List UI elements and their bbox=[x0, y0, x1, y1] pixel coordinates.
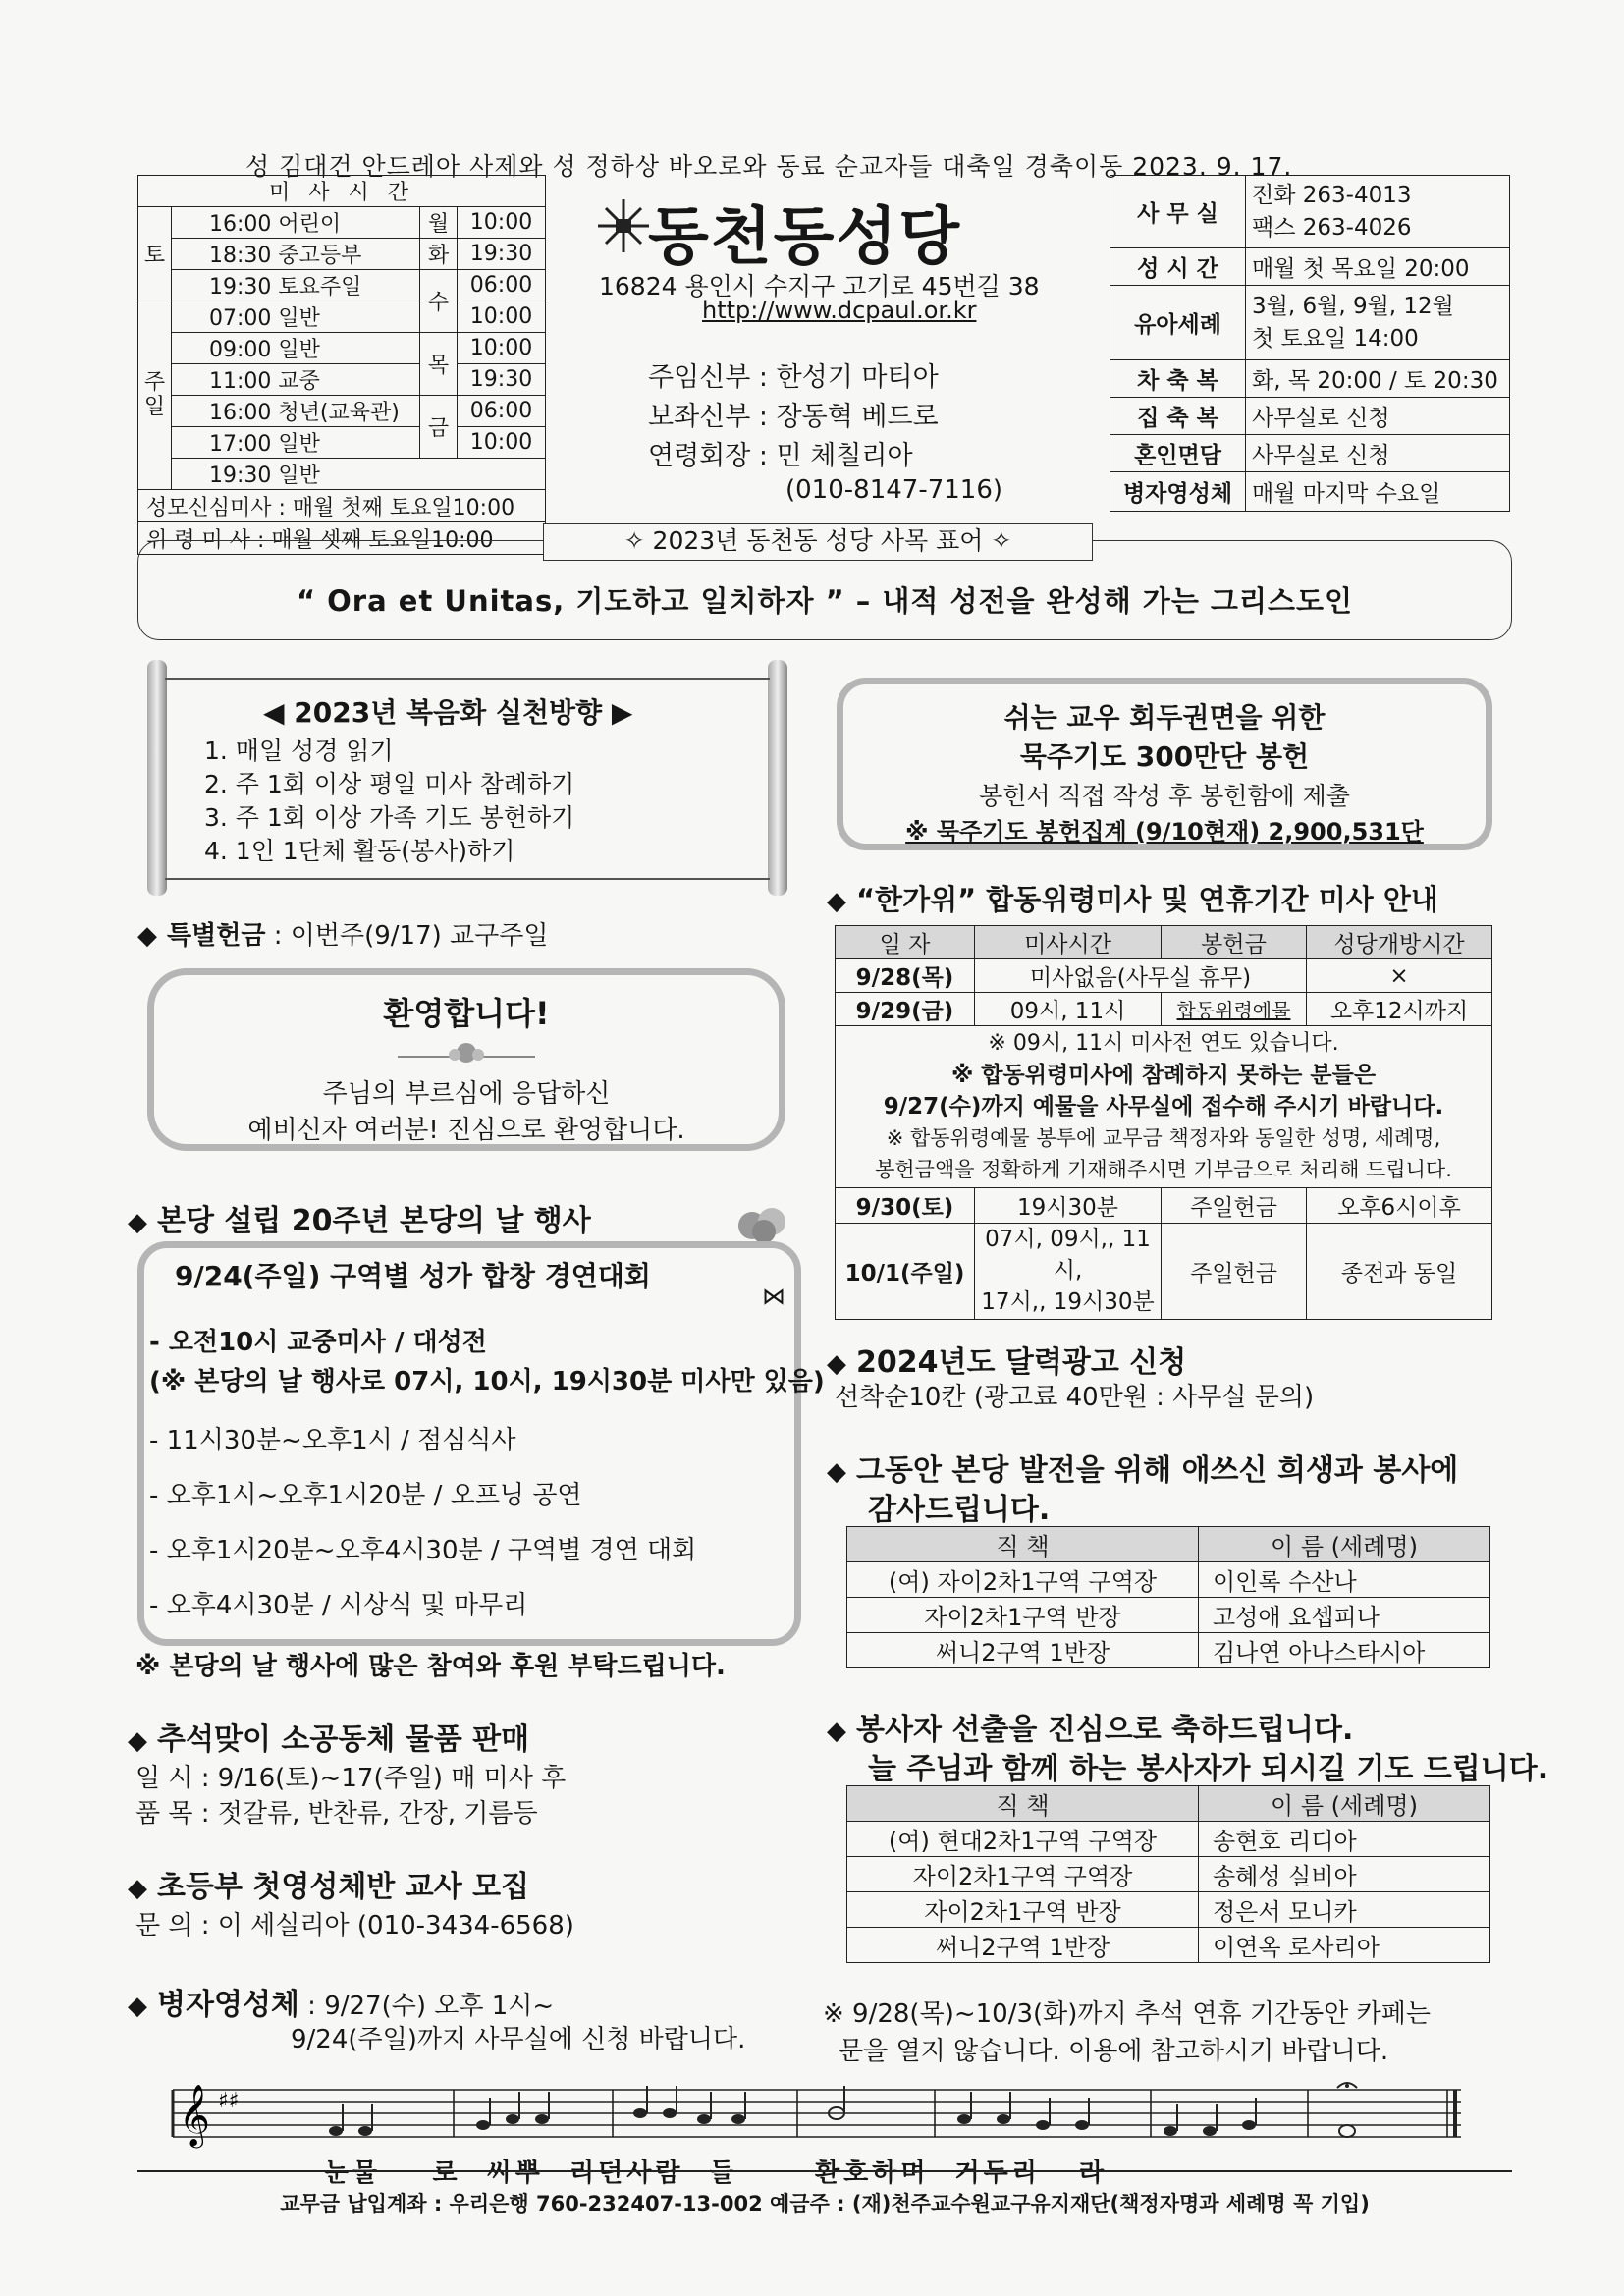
svg-text:𝄞: 𝄞 bbox=[179, 2084, 210, 2146]
diamond-bullet-icon: ◆ bbox=[128, 1208, 147, 1237]
diamond-bullet-icon: ◆ bbox=[128, 1726, 147, 1756]
anniversary-item: - 오전10시 교중미사 / 대성전 bbox=[149, 1328, 487, 1357]
thanks-table bbox=[846, 1526, 1490, 1668]
weekday-fri: 금 bbox=[420, 396, 458, 459]
col-header-role: 직 책 bbox=[847, 1527, 1199, 1562]
feast-header-line: 성 김대건 안드레아 사제와 성 정하상 바오로와 동료 순교자들 대축일 경축이동 2023. 9. 17. bbox=[245, 152, 1293, 181]
anniversary-schedule bbox=[149, 1322, 825, 1624]
role-cell: (여) 자이2차1구역 구역장 bbox=[847, 1562, 1199, 1598]
scroll-right-rod bbox=[768, 660, 787, 896]
holy-hour-value: 매월 첫 목요일 20:00 bbox=[1246, 248, 1510, 286]
sun-mass-3: 16:00 청년(교육관) bbox=[172, 396, 420, 427]
role-cell: 자이2차1구역 반장 bbox=[847, 1892, 1199, 1928]
house-blessing-value: 사무실로 신청 bbox=[1246, 398, 1510, 435]
rosary-tally: ※ 묵주기도 봉헌집계 (9/10현재) 2,900,531단 bbox=[905, 818, 1424, 846]
church-address: 16824 용인시 수지구 고기로 45번길 38 bbox=[599, 272, 1040, 301]
mass-cell: 09시, 11시 bbox=[975, 993, 1162, 1026]
sunday-label: 주일 bbox=[138, 301, 172, 490]
thu-time-1: 19:30 bbox=[458, 364, 546, 396]
teacher-recruit-contact: 문 의 : 이 세실리아 (010-3434-6568) bbox=[135, 1911, 574, 1941]
sick-communion-deadline: 9/24(주일)까지 사무실에 신청 바랍니다. bbox=[291, 2025, 746, 2054]
infant-baptism-label: 유아세례 bbox=[1110, 286, 1246, 360]
name-cell: 정은서 모니카 bbox=[1199, 1892, 1490, 1928]
pastor: 주임신부 : 한성기 마티아 bbox=[648, 362, 939, 393]
flower-ornament-icon bbox=[154, 1034, 779, 1073]
memorial-president: 연령회장 : 민 체칠리아 bbox=[648, 441, 913, 471]
col-header-offering: 봉헌금 bbox=[1162, 926, 1307, 959]
weekday-thu: 목 bbox=[420, 333, 458, 396]
thanks-title-2: 감사드립니다. bbox=[868, 1493, 1051, 1527]
col-header-date: 일 자 bbox=[836, 926, 975, 959]
new-volunteers-title: ◆ 봉사자 선출을 진심으로 축하드립니다. bbox=[827, 1713, 1354, 1747]
diamond-bullet-icon: ◆ bbox=[137, 921, 157, 951]
name-cell: 송현호 리디아 bbox=[1199, 1822, 1490, 1857]
offering-cell: 주일헌금 bbox=[1162, 1224, 1307, 1320]
weekday-wed: 수 bbox=[420, 270, 458, 333]
sick-communion-value: 매월 마지막 수요일 bbox=[1246, 472, 1510, 512]
fri-time-1: 10:00 bbox=[458, 427, 546, 459]
col-header-role: 직 책 bbox=[847, 1786, 1199, 1822]
ribbon-icon: ⋈ bbox=[762, 1283, 785, 1310]
marriage-interview-value: 사무실로 신청 bbox=[1246, 435, 1510, 472]
office-label: 사 무 실 bbox=[1110, 176, 1246, 248]
fri-time-0: 06:00 bbox=[458, 396, 546, 427]
date-cell: 9/28(목) bbox=[836, 959, 975, 993]
anniversary-item: - 오후4시30분 / 시상식 및 마무리 bbox=[149, 1591, 528, 1620]
anniversary-title: ◆ 본당 설립 20주년 본당의 날 행사 bbox=[128, 1204, 591, 1238]
church-website-link[interactable]: http://www.dcpaul.or.kr bbox=[702, 297, 977, 324]
sat-mass-0: 16:00 어린이 bbox=[172, 207, 420, 239]
motto-text: “ Ora et Unitas, 기도하고 일치하자 ” – 내적 성전을 완성해 가는 그리스도인 bbox=[297, 584, 1353, 618]
open-cell: × bbox=[1307, 959, 1492, 993]
anniversary-item: - 11시30분~오후1시 / 점심식사 bbox=[149, 1426, 516, 1455]
chuseok-sale-when: 일 시 : 9/16(토)~17(주일) 매 미사 후 bbox=[135, 1764, 567, 1793]
diamond-bullet-icon: ◆ bbox=[128, 1992, 147, 2021]
rosary-line3: 봉헌서 직접 작성 후 봉헌함에 제출 bbox=[979, 782, 1350, 810]
col-header-open: 성당개방시간 bbox=[1307, 926, 1492, 959]
chuseok-sale-title: ◆ 추석맞이 소공동체 물품 판매 bbox=[128, 1722, 530, 1757]
welcome-title: 환영합니다! bbox=[383, 995, 550, 1032]
new-volunteers-table bbox=[846, 1785, 1490, 1963]
cafe-closed-notice: ※ 9/28(목)~10/3(화)까지 추석 연휴 기간동안 카페는 bbox=[823, 1999, 1431, 2029]
role-cell: 써니2구역 1반장 bbox=[847, 1928, 1199, 1963]
gospel-title: ◀ 2023년 복음화 실천방향 ▶ bbox=[263, 696, 633, 729]
hangawi-note: ※ 09시, 11시 미사전 연도 있습니다. bbox=[988, 1031, 1339, 1056]
offering-cell: 합동위령예물 bbox=[1162, 993, 1307, 1026]
diamond-bullet-icon: ◆ bbox=[827, 1349, 846, 1379]
holy-hour-label: 성 시 간 bbox=[1110, 248, 1246, 286]
thu-time-0: 10:00 bbox=[458, 333, 546, 364]
anniversary-item: - 오후1시20분~오후4시30분 / 구역별 경연 대회 bbox=[149, 1536, 697, 1565]
balloon-icon bbox=[734, 1206, 793, 1245]
saturday-label: 토 bbox=[138, 207, 172, 301]
thanks-title: ◆ 그동안 본당 발전을 위해 애쓰신 희생과 봉사에 bbox=[827, 1453, 1459, 1488]
date-cell: 9/29(금) bbox=[836, 993, 975, 1026]
name-cell: 송혜성 실비아 bbox=[1199, 1857, 1490, 1892]
name-cell: 김나연 아나스타시아 bbox=[1199, 1633, 1490, 1668]
anniversary-note-item: (※ 본당의 날 행사로 07시, 10시, 19시30분 미사만 있음) bbox=[149, 1367, 825, 1396]
wed-time-0: 06:00 bbox=[458, 270, 546, 301]
special-offering: ◆ 특별헌금 : 이번주(9/17) 교구주일 bbox=[137, 921, 549, 951]
sat-mass-1: 18:30 중고등부 bbox=[172, 239, 420, 270]
sun-mass-4: 17:00 일반 bbox=[172, 427, 420, 459]
president-phone: (010-8147-7116) bbox=[785, 475, 1003, 505]
sick-communion-label: 병자영성체 bbox=[1110, 472, 1246, 512]
mass-cell: 19시30분 bbox=[975, 1188, 1162, 1224]
sun-mass-1: 09:00 일반 bbox=[172, 333, 420, 364]
anniversary-note: ※ 본당의 날 행사에 많은 참여와 후원 부탁드립니다. bbox=[135, 1652, 726, 1681]
sat-mass-2: 19:30 토요주일 bbox=[172, 270, 420, 301]
rosary-box bbox=[837, 678, 1492, 850]
music-staff bbox=[169, 2074, 1465, 2153]
col-header-name: 이 름 (세례명) bbox=[1199, 1786, 1490, 1822]
anniversary-item: - 오후1시~오후1시20분 / 오프닝 공연 bbox=[149, 1481, 582, 1510]
open-cell: 종전과 동일 bbox=[1307, 1224, 1492, 1320]
motto-title: ✧ 2023년 동천동 성당 사목 표어 ✧ bbox=[543, 523, 1093, 561]
house-blessing-label: 집 축 복 bbox=[1110, 398, 1246, 435]
gospel-item: 2. 주 1회 이상 평일 미사 참례하기 bbox=[204, 770, 575, 798]
mass-schedule-table bbox=[137, 175, 546, 555]
welcome-line2: 예비신자 여러분! 진심으로 환영합니다. bbox=[247, 1116, 685, 1145]
col-header-name: 이 름 (세례명) bbox=[1199, 1527, 1490, 1562]
tue-time-0: 19:30 bbox=[458, 239, 546, 270]
name-cell: 이인록 수산나 bbox=[1199, 1562, 1490, 1598]
office-value: 전화 263-4013 팩스 263-4026 bbox=[1246, 176, 1510, 248]
chuseok-sale-items: 품 목 : 젓갈류, 반찬류, 간장, 기름등 bbox=[135, 1799, 538, 1829]
welcome-box bbox=[147, 968, 785, 1151]
teacher-recruit-title: ◆ 초등부 첫영성체반 교사 모집 bbox=[128, 1870, 530, 1904]
gospel-item: 3. 주 1회 이상 가족 기도 봉헌하기 bbox=[204, 803, 575, 832]
role-cell: 자이2차1구역 구역장 bbox=[847, 1857, 1199, 1892]
weekday-tue: 화 bbox=[420, 239, 458, 270]
rosary-line1: 쉬는 교우 회두권면을 위한 bbox=[1003, 701, 1326, 734]
hangawi-note: 9/27(수)까지 예물을 사무실에 접수해 주시기 바랍니다. bbox=[883, 1094, 1444, 1120]
hangawi-note: ※ 합동위령예물 봉투에 교무금 책정자와 동일한 성명, 세례명, bbox=[886, 1126, 1441, 1150]
scroll-left-rod bbox=[147, 660, 167, 896]
col-header-mass: 미사시간 bbox=[975, 926, 1162, 959]
calendar-ad-detail: 선착순10칸 (광고료 40만원 : 사무실 문의) bbox=[835, 1383, 1315, 1412]
open-cell: 오후12시까지 bbox=[1307, 993, 1492, 1026]
name-cell: 고성애 요셉피나 bbox=[1199, 1598, 1490, 1633]
diamond-bullet-icon: ◆ bbox=[827, 887, 846, 916]
open-cell: 오후6시이후 bbox=[1307, 1188, 1492, 1224]
office-info-table bbox=[1110, 175, 1510, 512]
marriage-interview-label: 혼인면담 bbox=[1110, 435, 1246, 472]
seongmo-mass: 성모신심미사 : 매월 첫째 토요일10:00 bbox=[138, 490, 546, 522]
date-cell: 9/30(토) bbox=[836, 1188, 975, 1224]
sun-mass-2: 11:00 교중 bbox=[172, 364, 420, 396]
weekday-mon: 월 bbox=[420, 207, 458, 239]
gospel-list bbox=[204, 735, 574, 868]
mass-schedule-title: 미 사 시 간 bbox=[138, 176, 546, 207]
name-cell: 이연옥 로사리아 bbox=[1199, 1928, 1490, 1963]
gospel-item: 4. 1인 1단체 활동(봉사)하기 bbox=[204, 837, 515, 865]
cafe-closed-notice-2: 문을 열지 않습니다. 이용에 참고하시기 바랍니다. bbox=[839, 2037, 1389, 2066]
mass-cell: 07시, 09시,, 11시, 17시,, 19시30분 bbox=[975, 1224, 1162, 1320]
date-cell: 10/1(주일) bbox=[836, 1224, 975, 1320]
offering-cell: 주일헌금 bbox=[1162, 1188, 1307, 1224]
rosary-line2: 묵주기도 300만단 봉헌 bbox=[1019, 740, 1310, 773]
hangawi-notes bbox=[836, 1026, 1492, 1188]
hangawi-mass-table bbox=[835, 925, 1492, 1320]
diamond-bullet-icon: ◆ bbox=[827, 1717, 846, 1746]
gospel-item: 1. 매일 성경 읽기 bbox=[204, 737, 394, 765]
anniversary-subtitle: 9/24(주일) 구역별 성가 합창 경연대회 bbox=[175, 1260, 651, 1292]
infant-baptism-value: 3월, 6월, 9월, 12월 첫 토요일 14:00 bbox=[1246, 286, 1510, 360]
welcome-line1: 주님의 부르심에 응답하신 bbox=[322, 1079, 611, 1109]
hangawi-title: ◆ “한가위” 합동위령미사 및 연휴기간 미사 안내 bbox=[827, 883, 1438, 916]
mass-cell: 미사없음(사무실 휴무) bbox=[975, 959, 1307, 993]
car-blessing-value: 화, 목 20:00 / 토 20:30 bbox=[1246, 360, 1510, 398]
hangawi-note: ※ 합동위령미사에 참례하지 못하는 분들은 bbox=[950, 1063, 1377, 1088]
svg-text:♯♯: ♯♯ bbox=[218, 2089, 240, 2113]
mon-time-0: 10:00 bbox=[458, 207, 546, 239]
new-volunteers-title-2: 늘 주님과 함께 하는 봉사자가 되시길 기도 드립니다. bbox=[868, 1752, 1549, 1786]
wed-time-1: 10:00 bbox=[458, 301, 546, 333]
car-blessing-label: 차 축 복 bbox=[1110, 360, 1246, 398]
sun-mass-5: 19:30 일반 bbox=[172, 459, 546, 490]
church-name: 동천동성당 bbox=[648, 201, 962, 274]
assistant-priest: 보좌신부 : 장동혁 베드로 bbox=[648, 402, 939, 432]
song-lyrics: 눈물 로 씨뿌 리던사람 들 환호하며 거두리 라 bbox=[324, 2159, 1109, 2188]
footer-account-info: 교무금 납입계좌 : 우리은행 760-232407-13-002 예금주 : (재)천주교수원교구유지재단(책정자명과 세례명 꼭 기입) bbox=[280, 2192, 1370, 2215]
sun-mass-0: 07:00 일반 bbox=[172, 301, 420, 333]
calendar-ad-title: ◆ 2024년도 달력광고 신청 bbox=[827, 1345, 1187, 1380]
diamond-bullet-icon: ◆ bbox=[827, 1457, 846, 1487]
role-cell: 써니2구역 1반장 bbox=[847, 1633, 1199, 1668]
diamond-bullet-icon: ◆ bbox=[128, 1874, 147, 1903]
role-cell: 자이2차1구역 반장 bbox=[847, 1598, 1199, 1633]
footer-divider bbox=[137, 2170, 1512, 2172]
role-cell: (여) 현대2차1구역 구역장 bbox=[847, 1822, 1199, 1857]
hangawi-note: 봉헌금액을 정확하게 기재해주시면 기부금으로 처리해 드립니다. bbox=[875, 1158, 1452, 1181]
sick-communion-notice: ◆ 병자영성체 : 9/27(수) 오후 1시~ bbox=[128, 1988, 555, 2022]
memorial-mass: 위 령 미 사 : 매월 셋째 토요일10:00 bbox=[138, 522, 546, 555]
